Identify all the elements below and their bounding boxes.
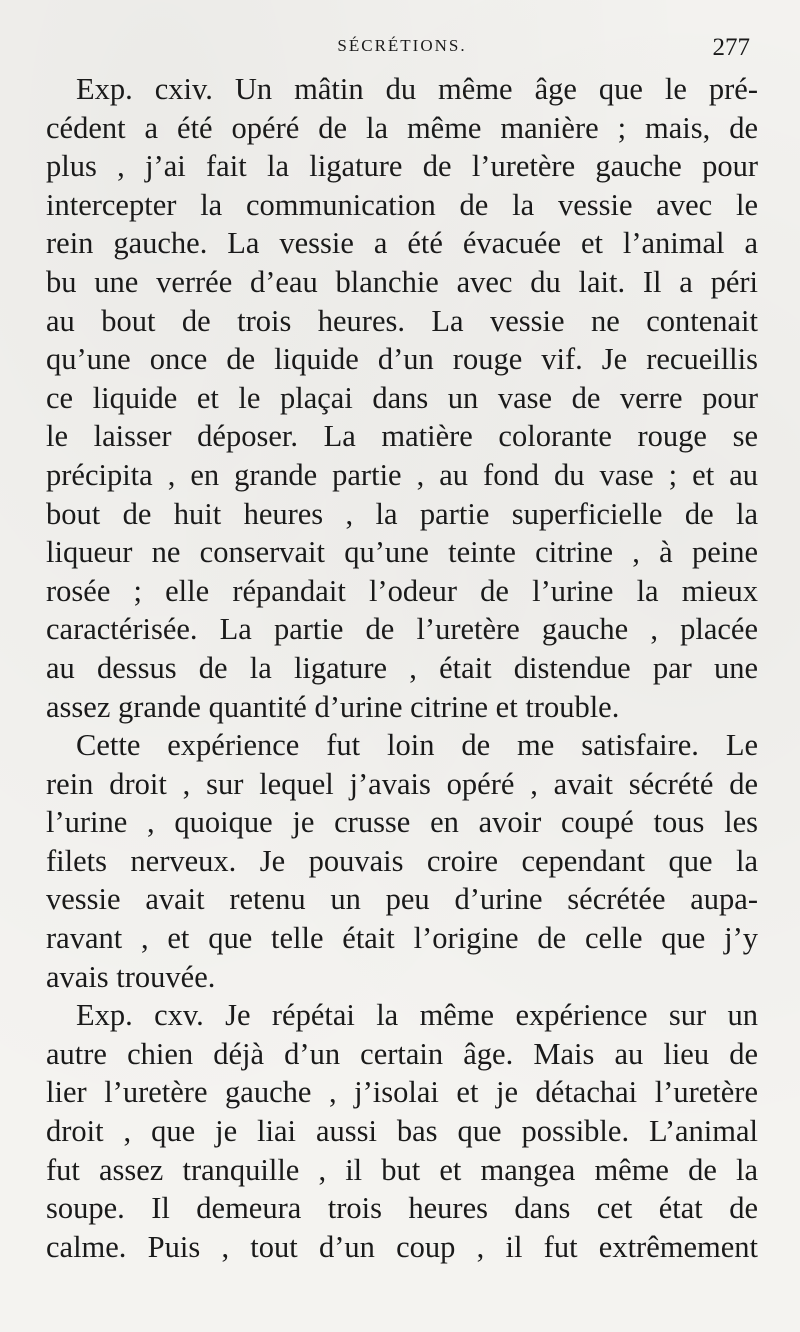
text-line: cédent a été opéré de la même manière ; mais, de [46, 110, 758, 145]
text-line: bu une verrée d’eau blanchie avec du lait. Il a péri [46, 264, 758, 299]
text-line: le laisser déposer. La matière colorante rouge se [46, 419, 758, 454]
text-line: qu’une once de liquide d’un rouge vif. Je recueillis [46, 342, 758, 377]
text-line: autre chien déjà d’un certain âge. Mais au lieu de [46, 1036, 758, 1071]
text-line: soupe. Il demeura trois heures dans cet état de [46, 1191, 758, 1226]
running-head-title: SÉCRÉTIONS. [337, 36, 467, 55]
text-line: ravant , et que telle était l’origine de celle que j’y [46, 921, 758, 956]
text-line: liqueur ne conservait qu’une teinte citrine , à peine [46, 535, 758, 570]
text-line: Exp. cxiv. Un mâtin du même âge que le pré- [76, 72, 758, 106]
text-line: précipita , en grande partie , au fond du vase ; et au [46, 457, 758, 492]
text-line: rein droit , sur lequel j’avais opéré , avait sécrété de [46, 766, 758, 801]
text-line: assez grande quantité d’urine citrine et trouble. [46, 689, 620, 724]
text-line: lier l’uretère gauche , j’isolai et je détachai l’uretère [46, 1075, 758, 1110]
text-line: rein gauche. La vessie a été évacuée et l’animal a [46, 226, 758, 261]
text-line: filets nerveux. Je pouvais croire cependant que la [46, 843, 758, 878]
text-line: droit , que je liai aussi bas que possible. L’animal [46, 1114, 758, 1149]
text-line: au dessus de la ligature , était distendue par une [46, 650, 758, 685]
text-line: vessie avait retenu un peu d’urine sécrétée aupa- [46, 882, 758, 917]
text-line: plus , j’ai fait la ligature de l’uretère gauche pour [46, 149, 758, 184]
text-line: bout de huit heures , la partie superficielle de la [46, 496, 758, 531]
text-line: fut assez tranquille , il but et mangea même de la [46, 1152, 758, 1187]
text-line: intercepter la communication de la vessie avec le [46, 187, 758, 222]
text-line: au bout de trois heures. La vessie ne contenait [46, 303, 758, 338]
text-line: rosée ; elle répandait l’odeur de l’urine la mieux [46, 573, 758, 608]
text-line: caractérisée. La partie de l’uretère gauche , placée [46, 612, 758, 647]
text-line: ce liquide et le plaçai dans un vase de verre pour [46, 380, 758, 415]
text-line: avais trouvée. [46, 959, 216, 994]
body-text [46, 70, 758, 1266]
running-head [46, 30, 758, 70]
text-line: l’urine , quoique je crusse en avoir coupé tous les [46, 805, 758, 840]
text-line: calme. Puis , tout d’un coup , il fut extrêmement [46, 1229, 758, 1264]
text-line: Exp. cxv. Je répétai la même expérience sur un [76, 998, 758, 1033]
page-number: 277 [712, 34, 750, 61]
text-line: Cette expérience fut loin de me satisfaire. Le [76, 728, 758, 763]
